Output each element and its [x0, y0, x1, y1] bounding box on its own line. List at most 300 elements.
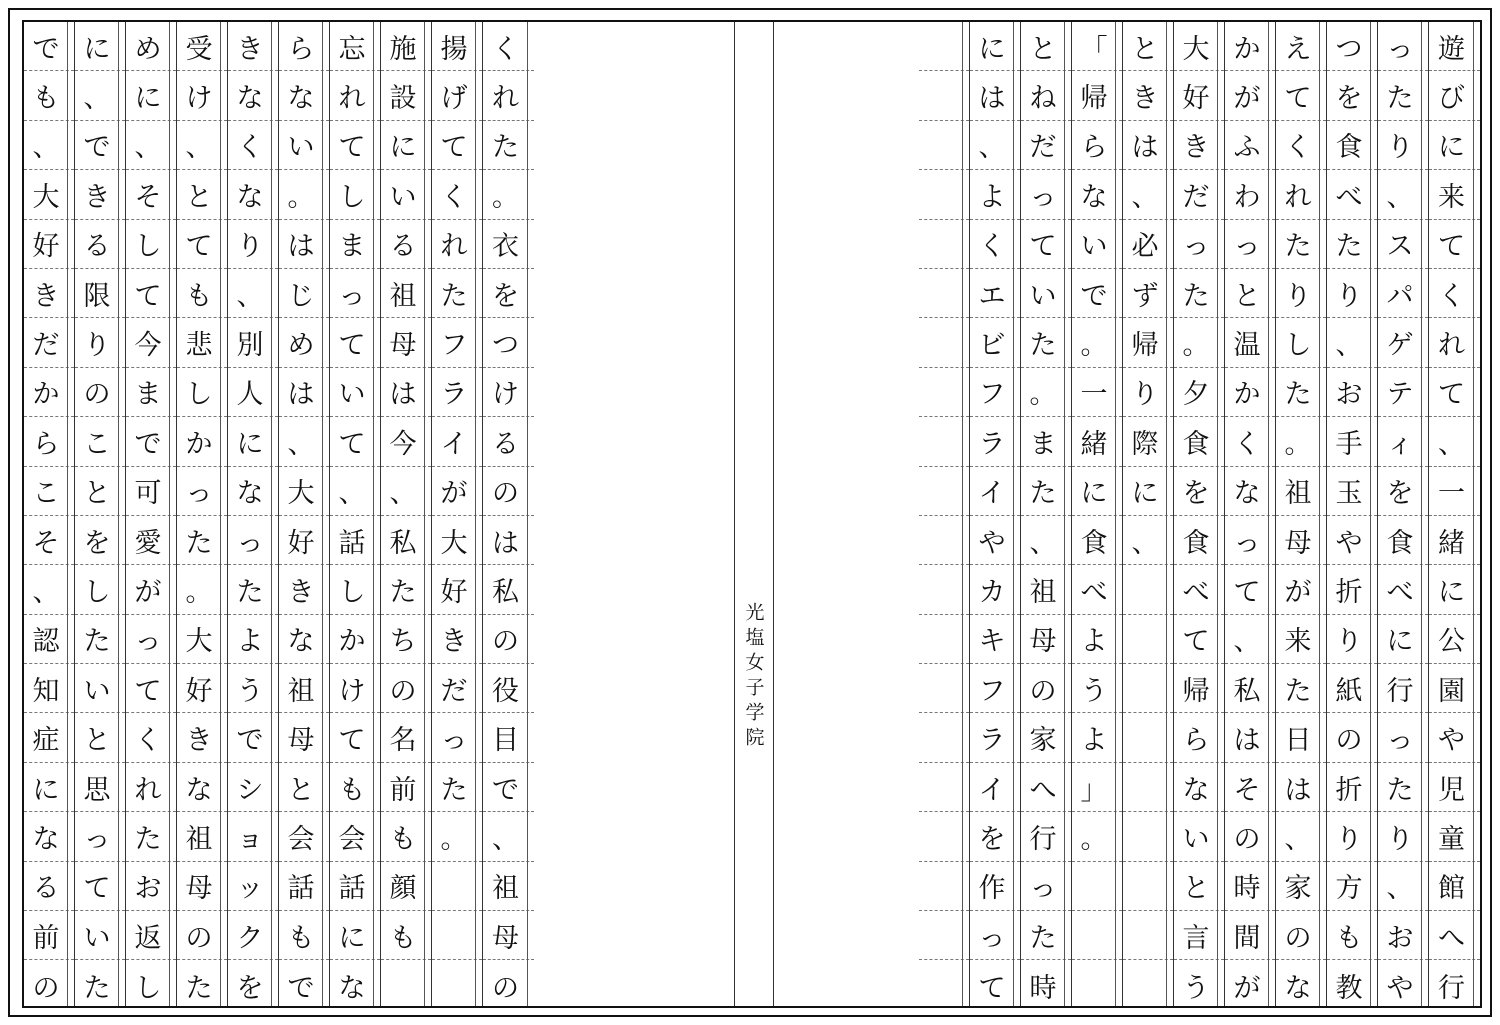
- manuscript-cell: ゲ: [1378, 318, 1428, 367]
- manuscript-cell: て: [75, 862, 125, 911]
- manuscript-cell: 家: [1276, 862, 1326, 911]
- manuscript-cell: 好: [279, 516, 329, 565]
- manuscript-cell: も: [330, 763, 380, 812]
- manuscript-cell: た: [1021, 911, 1071, 960]
- manuscript-cell: う: [1072, 664, 1122, 713]
- manuscript-cell: 児: [1429, 763, 1480, 812]
- manuscript-cell: っ: [1021, 862, 1071, 911]
- manuscript-cell: に: [75, 22, 125, 71]
- manuscript-cell: 」: [1072, 763, 1122, 812]
- manuscript-cell: 返: [126, 911, 176, 960]
- manuscript-cell: 悲: [177, 318, 227, 367]
- manuscript-cell: 紙: [1327, 664, 1377, 713]
- manuscript-cell: し: [134, 972, 162, 1004]
- manuscript-cell: 母: [279, 713, 329, 762]
- manuscript-cell: 話: [330, 862, 380, 911]
- manuscript-cell: し: [1276, 318, 1326, 367]
- manuscript-cell: 、: [1021, 516, 1071, 565]
- manuscript-cell: と: [75, 713, 125, 762]
- manuscript-cell: の: [75, 368, 125, 417]
- manuscript-cell: で: [483, 763, 534, 812]
- manuscript-cell: 、: [228, 269, 278, 318]
- manuscript-cell: つ: [483, 318, 534, 367]
- manuscript-cell: 祖: [177, 812, 227, 861]
- manuscript-cell: 、: [1378, 170, 1428, 219]
- manuscript-cell: が: [1276, 565, 1326, 614]
- manuscript-cell: 、: [24, 565, 74, 614]
- manuscript-cell: 帰: [1174, 664, 1224, 713]
- manuscript-cell: 帰: [1123, 318, 1173, 367]
- manuscript-cell: っ: [1378, 22, 1428, 71]
- manuscript-cell: て: [1225, 565, 1275, 614]
- manuscript-cell: た: [1378, 71, 1428, 120]
- manuscript-cell: た: [177, 516, 227, 565]
- manuscript-cell: 母: [483, 911, 534, 960]
- manuscript-cell: [919, 713, 969, 762]
- manuscript-cell: 目: [483, 713, 534, 762]
- manuscript-cell: を: [1174, 467, 1224, 516]
- manuscript-cell: に: [1378, 615, 1428, 664]
- manuscript-cell: 、: [279, 417, 329, 466]
- manuscript-cell: て: [978, 972, 1006, 1004]
- manuscript-cell: 母: [177, 862, 227, 911]
- manuscript-cell: を: [970, 812, 1020, 861]
- manuscript-cell: て: [1276, 71, 1326, 120]
- manuscript-column: [970, 22, 1021, 1006]
- manuscript-cell: れ: [126, 763, 176, 812]
- manuscript-cell: 。: [432, 812, 482, 861]
- manuscript-cell: へ: [1429, 911, 1480, 960]
- manuscript-cell: [1123, 911, 1173, 960]
- manuscript-cell: 大: [177, 615, 227, 664]
- manuscript-cell: た: [1021, 318, 1071, 367]
- manuscript-cell: [919, 121, 969, 170]
- manuscript-cell: た: [483, 121, 534, 170]
- manuscript-cell: ら: [24, 417, 74, 466]
- manuscript-cell: キ: [970, 615, 1020, 664]
- manuscript-cell: [1123, 763, 1173, 812]
- manuscript-cell: く: [432, 170, 482, 219]
- manuscript-cell: ま: [126, 368, 176, 417]
- manuscript-cell: 私: [483, 565, 534, 614]
- manuscript-cell: け: [483, 368, 534, 417]
- manuscript-cell: べ: [1378, 565, 1428, 614]
- manuscript-cell: [381, 960, 431, 1009]
- genkou-grid: [22, 20, 1482, 1008]
- manuscript-cell: [919, 911, 969, 960]
- manuscript-cell: り: [75, 318, 125, 367]
- manuscript-cell: ち: [381, 615, 431, 664]
- manuscript-cell: [1072, 862, 1122, 911]
- manuscript-cell: く: [228, 121, 278, 170]
- manuscript-cell: て: [330, 318, 380, 367]
- manuscript-cell: き: [228, 22, 278, 71]
- manuscript-cell: き: [1174, 121, 1224, 170]
- manuscript-cell: に: [1072, 467, 1122, 516]
- manuscript-cell: れ: [330, 71, 380, 120]
- manuscript-cell: に: [381, 121, 431, 170]
- manuscript-column: [1123, 22, 1174, 1006]
- manuscript-cell: 。: [1174, 318, 1224, 367]
- manuscript-cell: い: [381, 170, 431, 219]
- manuscript-cell: た: [381, 565, 431, 614]
- manuscript-cell: つ: [1327, 22, 1377, 71]
- manuscript-column: [1429, 22, 1480, 1006]
- manuscript-cell: て: [1021, 220, 1071, 269]
- manuscript-cell: だ: [1174, 170, 1224, 219]
- manuscript-cell: て: [126, 269, 176, 318]
- manuscript-cell: イ: [970, 763, 1020, 812]
- manuscript-cell: が: [126, 565, 176, 614]
- manuscript-cell: た: [1276, 664, 1326, 713]
- manuscript-cell: え: [1276, 22, 1326, 71]
- manuscript-cell: 緒: [1429, 516, 1480, 565]
- manuscript-cell: 祖: [381, 269, 431, 318]
- manuscript-cell: は: [381, 368, 431, 417]
- manuscript-cell: な: [177, 763, 227, 812]
- manuscript-cell: も: [381, 812, 431, 861]
- manuscript-cell: 役: [483, 664, 534, 713]
- manuscript-cell: 愛: [126, 516, 176, 565]
- manuscript-column: [1021, 22, 1072, 1006]
- manuscript-cell: [919, 862, 969, 911]
- manuscript-cell: [1123, 960, 1173, 1009]
- manuscript-cell: 行: [1438, 972, 1465, 1004]
- manuscript-cell: し: [126, 220, 176, 269]
- manuscript-cell: 行: [1378, 664, 1428, 713]
- manuscript-cell: れ: [432, 220, 482, 269]
- manuscript-cell: た: [228, 565, 278, 614]
- manuscript-cell: が: [1225, 71, 1275, 120]
- manuscript-cell: 、: [1378, 862, 1428, 911]
- manuscript-cell: と: [177, 170, 227, 219]
- manuscript-cell: で: [126, 417, 176, 466]
- manuscript-cell: で: [1072, 269, 1122, 318]
- manuscript-cell: 手: [1327, 417, 1377, 466]
- manuscript-cell: る: [24, 862, 74, 911]
- manuscript-cell: く: [1276, 121, 1326, 170]
- manuscript-cell: 好: [24, 220, 74, 269]
- manuscript-cell: か: [330, 615, 380, 664]
- manuscript-cell: て: [1429, 220, 1480, 269]
- manuscript-cell: 母: [1021, 615, 1071, 664]
- manuscript-cell: 遊: [1429, 22, 1480, 71]
- manuscript-cell: を: [1378, 467, 1428, 516]
- manuscript-cell: 受: [177, 22, 227, 71]
- manuscript-cell: [1123, 862, 1173, 911]
- manuscript-cell: よ: [228, 615, 278, 664]
- manuscript-cell: [919, 516, 969, 565]
- manuscript-cell: は: [1276, 763, 1326, 812]
- manuscript-cell: き: [432, 615, 482, 664]
- manuscript-cell: パ: [1378, 269, 1428, 318]
- manuscript-cell: な: [24, 812, 74, 861]
- manuscript-cell: な: [1072, 170, 1122, 219]
- manuscript-column: [177, 22, 228, 1006]
- manuscript-cell: や: [970, 516, 1020, 565]
- manuscript-cell: ら: [279, 22, 329, 71]
- manuscript-cell: 、: [381, 467, 431, 516]
- manuscript-cell: り: [1276, 269, 1326, 318]
- manuscript-cell: 折: [1327, 565, 1377, 614]
- manuscript-cell: 温: [1225, 318, 1275, 367]
- manuscript-cell: の: [32, 972, 60, 1004]
- manuscript-cell: [919, 812, 969, 861]
- manuscript-cell: 「: [1072, 22, 1122, 71]
- manuscript-cell: め: [279, 318, 329, 367]
- manuscript-cell: っ: [1174, 220, 1224, 269]
- manuscript-cell: 可: [126, 467, 176, 516]
- manuscript-cell: [1072, 911, 1122, 960]
- manuscript-cell: だ: [24, 318, 74, 367]
- manuscript-column: [1072, 22, 1123, 1006]
- manuscript-cell: 母: [381, 318, 431, 367]
- manuscript-cell: し: [75, 565, 125, 614]
- manuscript-cell: 行: [1021, 812, 1071, 861]
- manuscript-cell: 際: [1123, 417, 1173, 466]
- manuscript-cell: [432, 911, 482, 960]
- manuscript-cell: な: [279, 615, 329, 664]
- manuscript-cell: ラ: [970, 713, 1020, 762]
- manuscript-cell: 祖: [1276, 467, 1326, 516]
- manuscript-column: [1174, 22, 1225, 1006]
- manuscript-cell: [1123, 664, 1173, 713]
- manuscript-cell: 方: [1327, 862, 1377, 911]
- manuscript-cell: 、: [1276, 812, 1326, 861]
- manuscript-cell: [919, 960, 969, 1009]
- manuscript-cell: [919, 368, 969, 417]
- manuscript-cell: 、: [1429, 417, 1480, 466]
- manuscript-cell: て: [330, 121, 380, 170]
- manuscript-cell: 今: [381, 417, 431, 466]
- manuscript-cell: 話: [279, 862, 329, 911]
- manuscript-cell: 日: [1276, 713, 1326, 762]
- manuscript-cell: で: [24, 22, 74, 71]
- manuscript-cell: た: [1021, 467, 1071, 516]
- manuscript-cell: に: [1123, 467, 1173, 516]
- manuscript-cell: お: [126, 862, 176, 911]
- manuscript-cell: の: [483, 467, 534, 516]
- manuscript-cell: 、: [126, 121, 176, 170]
- manuscript-cell: 家: [1021, 713, 1071, 762]
- manuscript-cell: [1072, 960, 1122, 1009]
- manuscript-cell: 、: [330, 467, 380, 516]
- manuscript-cell: っ: [126, 615, 176, 664]
- manuscript-column: [279, 22, 330, 1006]
- manuscript-cell: っ: [330, 269, 380, 318]
- manuscript-column: [330, 22, 381, 1006]
- manuscript-cell: 私: [381, 516, 431, 565]
- manuscript-cell: お: [1327, 368, 1377, 417]
- manuscript-cell: 別: [228, 318, 278, 367]
- manuscript-cell: 症: [24, 713, 74, 762]
- manuscript-cell: が: [1233, 972, 1261, 1004]
- manuscript-cell: う: [1182, 972, 1210, 1004]
- manuscript-cell: 今: [126, 318, 176, 367]
- manuscript-cell: 私: [1225, 664, 1275, 713]
- manuscript-cell: 帰: [1072, 71, 1122, 120]
- manuscript-cell: る: [75, 220, 125, 269]
- manuscript-cell: め: [126, 22, 176, 71]
- manuscript-cell: り: [1378, 812, 1428, 861]
- manuscript-cell: ラ: [970, 417, 1020, 466]
- manuscript-cell: ク: [228, 911, 278, 960]
- manuscript-cell: 設: [381, 71, 431, 120]
- manuscript-cell: っ: [970, 911, 1020, 960]
- manuscript-cell: 会: [279, 812, 329, 861]
- manuscript-cell: く: [483, 22, 534, 71]
- manuscript-cell: き: [279, 565, 329, 614]
- manuscript-cell: [919, 318, 969, 367]
- manuscript-cell: 、: [483, 812, 534, 861]
- manuscript-cell: 好: [1174, 71, 1224, 120]
- manuscript-cell: 館: [1429, 862, 1480, 911]
- manuscript-cell: か: [1225, 22, 1275, 71]
- manuscript-cell: フ: [970, 368, 1020, 417]
- manuscript-cell: 時: [1225, 862, 1275, 911]
- manuscript-cell: 園: [1429, 664, 1480, 713]
- manuscript-cell: ョ: [228, 812, 278, 861]
- center-gutter: [734, 22, 774, 1006]
- manuscript-cell: を: [236, 972, 264, 1004]
- manuscript-cell: 教: [1335, 972, 1363, 1004]
- manuscript-cell: エ: [970, 269, 1020, 318]
- manuscript-cell: 揚: [432, 22, 482, 71]
- manuscript-cell: れ: [1429, 318, 1480, 367]
- manuscript-cell: け: [177, 71, 227, 120]
- manuscript-cell: 祖: [1021, 565, 1071, 614]
- manuscript-cell: い: [1174, 812, 1224, 861]
- manuscript-cell: に: [126, 71, 176, 120]
- manuscript-cell: 公: [1429, 615, 1480, 664]
- manuscript-cell: 前: [381, 763, 431, 812]
- manuscript-cell: ビ: [970, 318, 1020, 367]
- manuscript-cell: カ: [970, 565, 1020, 614]
- manuscript-cell: で: [75, 121, 125, 170]
- manuscript-cell: 玉: [1327, 467, 1377, 516]
- manuscript-cell: た: [185, 972, 213, 1004]
- manuscript-cell: く: [1429, 269, 1480, 318]
- manuscript-cell: て: [432, 121, 482, 170]
- manuscript-cell: 限: [75, 269, 125, 318]
- manuscript-column: [228, 22, 279, 1006]
- manuscript-cell: 好: [177, 664, 227, 713]
- manuscript-cell: は: [483, 516, 534, 565]
- manuscript-cell: 、: [75, 71, 125, 120]
- manuscript-cell: に: [24, 763, 74, 812]
- manuscript-cell: 緒: [1072, 417, 1122, 466]
- manuscript-cell: 大: [432, 516, 482, 565]
- manuscript-cell: っ: [1225, 516, 1275, 565]
- manuscript-cell: 必: [1123, 220, 1173, 269]
- manuscript-cell: っ: [228, 516, 278, 565]
- manuscript-cell: れ: [1276, 170, 1326, 219]
- manuscript-cell: わ: [1225, 170, 1275, 219]
- manuscript-cell: [919, 220, 969, 269]
- manuscript-cell: 顔: [381, 862, 431, 911]
- manuscript-cell: な: [279, 71, 329, 120]
- manuscript-cell: と: [1021, 22, 1071, 71]
- manuscript-cell: べ: [1327, 170, 1377, 219]
- right-page: [919, 22, 1480, 1006]
- manuscript-cell: 衣: [483, 220, 534, 269]
- manuscript-cell: っ: [1021, 170, 1071, 219]
- manuscript-cell: 童: [1429, 812, 1480, 861]
- manuscript-cell: も: [24, 71, 74, 120]
- manuscript-cell: く: [1225, 417, 1275, 466]
- manuscript-cell: 、: [177, 121, 227, 170]
- manuscript-cell: [432, 862, 482, 911]
- manuscript-cell: ィ: [1378, 417, 1428, 466]
- manuscript-cell: な: [338, 972, 366, 1004]
- manuscript-cell: べ: [1174, 565, 1224, 614]
- manuscript-cell: に: [1429, 121, 1480, 170]
- manuscript-cell: で: [287, 972, 315, 1004]
- manuscript-cell: 祖: [483, 862, 534, 911]
- manuscript-cell: 名: [381, 713, 431, 762]
- manuscript-cell: し: [330, 170, 380, 219]
- manuscript-column: [1225, 22, 1276, 1006]
- manuscript-cell: か: [24, 368, 74, 417]
- manuscript-cell: も: [177, 269, 227, 318]
- manuscript-cell: た: [1276, 368, 1326, 417]
- manuscript-cell: べ: [1072, 565, 1122, 614]
- manuscript-cell: 。: [1072, 318, 1122, 367]
- manuscript-cell: そ: [126, 170, 176, 219]
- manuscript-cell: が: [432, 467, 482, 516]
- manuscript-cell: 母: [1276, 516, 1326, 565]
- manuscript-cell: こ: [24, 467, 74, 516]
- manuscript-cell: と: [1174, 862, 1224, 911]
- manuscript-cell: [919, 664, 969, 713]
- manuscript-cell: び: [1429, 71, 1480, 120]
- manuscript-cell: は: [279, 368, 329, 417]
- manuscript-cell: と: [1123, 22, 1173, 71]
- manuscript-cell: の: [381, 664, 431, 713]
- manuscript-cell: の: [483, 615, 534, 664]
- manuscript-cell: [432, 960, 482, 1009]
- manuscript-cell: [919, 467, 969, 516]
- manuscript-cell: っ: [1378, 713, 1428, 762]
- manuscript-cell: 大: [1174, 22, 1224, 71]
- manuscript-cell: お: [1378, 911, 1428, 960]
- manuscript-cell: に: [330, 911, 380, 960]
- manuscript-cell: れ: [483, 71, 534, 120]
- manuscript-cell: な: [1225, 467, 1275, 516]
- manuscript-cell: り: [1327, 812, 1377, 861]
- manuscript-cell: に: [1429, 565, 1480, 614]
- manuscript-cell: た: [75, 615, 125, 664]
- manuscript-cell: 話: [330, 516, 380, 565]
- manuscript-cell: た: [1378, 763, 1428, 812]
- manuscript-cell: く: [970, 220, 1020, 269]
- manuscript-cell: た: [432, 269, 482, 318]
- manuscript-cell: い: [75, 911, 125, 960]
- manuscript-cell: る: [483, 417, 534, 466]
- manuscript-cell: [1123, 615, 1173, 664]
- manuscript-cell: 人: [228, 368, 278, 417]
- manuscript-cell: し: [177, 368, 227, 417]
- manuscript-cell: の: [1276, 911, 1326, 960]
- manuscript-cell: う: [228, 664, 278, 713]
- manuscript-column: [483, 22, 534, 1006]
- manuscript-cell: [919, 170, 969, 219]
- manuscript-cell: 。: [1276, 417, 1326, 466]
- manuscript-cell: そ: [1225, 763, 1275, 812]
- manuscript-cell: 、: [1123, 170, 1173, 219]
- manuscript-cell: 一: [1429, 467, 1480, 516]
- manuscript-cell: り: [1327, 615, 1377, 664]
